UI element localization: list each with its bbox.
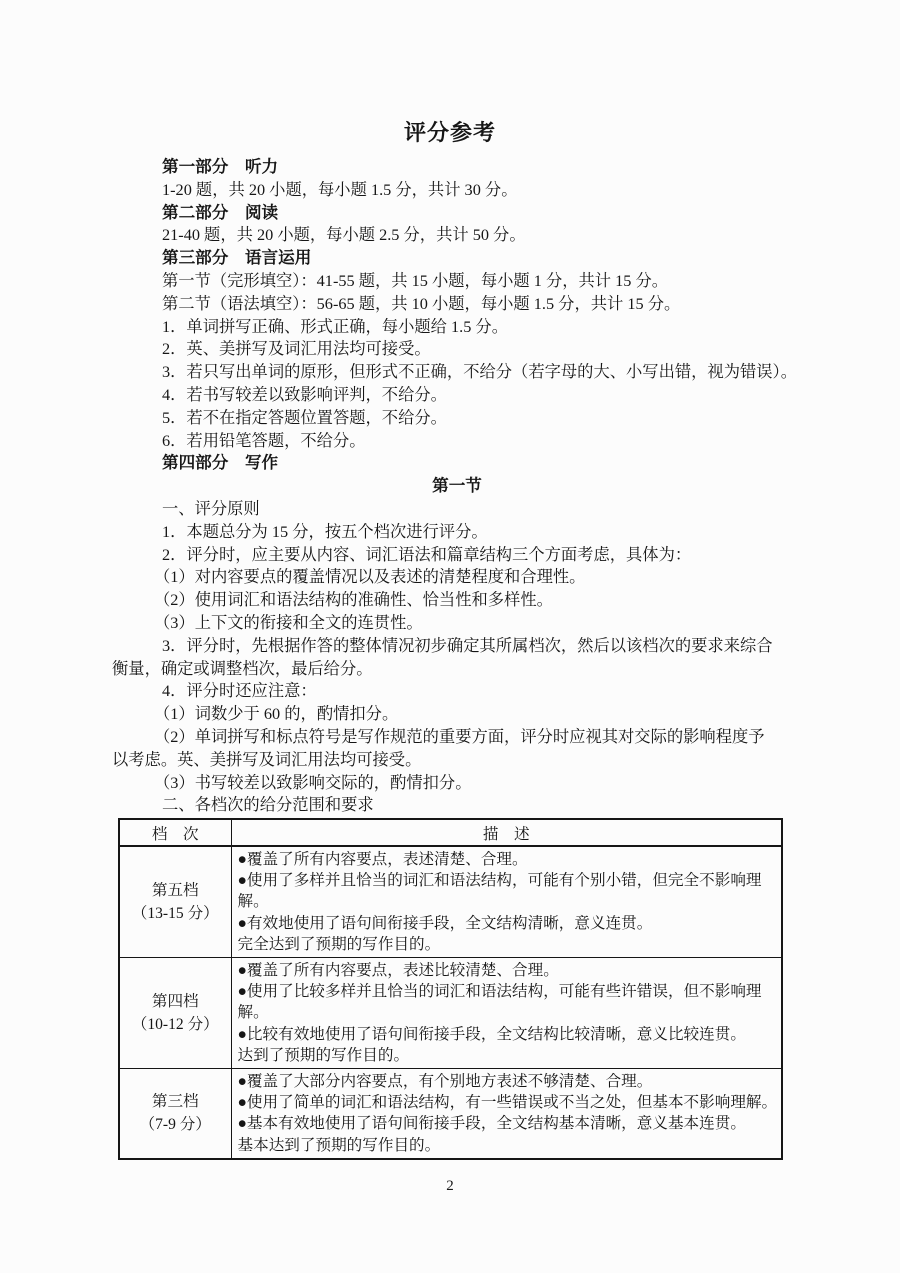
body-line: 二、各档次的给分范围和要求 bbox=[162, 795, 374, 815]
body-line: （1）词数少于 60 的，酌情扣分。 bbox=[154, 704, 399, 724]
page-title: 评分参考 bbox=[403, 120, 496, 145]
body-line: 2．评分时，应主要从内容、词汇语法和篇章结构三个方面考虑，具体为： bbox=[162, 544, 692, 564]
body-line: 4．评分时还应注意： bbox=[162, 681, 317, 701]
grade-range: （7-9 分） bbox=[139, 1116, 211, 1134]
body-line: （3）书写较差以致影响交际的，酌情扣分。 bbox=[154, 772, 472, 792]
grade-cell bbox=[119, 958, 231, 1069]
body-line: 第一节（完形填空）：41-55 题，共 15 小题，每小题 1 分，共计 15 分。 bbox=[162, 270, 669, 290]
grade-name: 第四档 bbox=[151, 993, 199, 1011]
desc-line: ●覆盖了所有内容要点，表述比较清楚、合理。 bbox=[237, 962, 559, 980]
body-line: 1．单词拼写正确、形式正确，每小题给 1.5 分。 bbox=[162, 316, 508, 336]
desc-line: ●使用了简单的词汇和语法结构，有一些错误或不当之处，但基本不影响理解。 bbox=[237, 1094, 778, 1112]
rubric-row-band4 bbox=[119, 958, 782, 1069]
grade-cell bbox=[119, 1069, 231, 1159]
body-line: 第二节（语法填空）：56-65 题，共 10 小题，每小题 1.5 分，共计 15 分。 bbox=[162, 293, 681, 313]
grade-name: 第三档 bbox=[151, 1093, 199, 1111]
desc-line: ●使用了比较多样并且恰当的词汇和语法结构，可能有些许错误，但不影响理 bbox=[237, 983, 762, 1001]
grade-name: 第五档 bbox=[151, 882, 199, 899]
desc-line: 基本达到了预期的写作目的。 bbox=[237, 1136, 441, 1154]
rubric-row-band3 bbox=[119, 1069, 782, 1159]
body-line: 以考虑。英、美拼写及词汇用法均可接受。 bbox=[112, 749, 422, 769]
body-line: 6．若用铅笔答题，不给分。 bbox=[162, 430, 366, 450]
body-line: 2．英、美拼写及词汇用法均可接受。 bbox=[162, 339, 431, 359]
desc-line: ●覆盖了大部分内容要点，有个别地方表述不够清楚、合理。 bbox=[237, 1073, 653, 1091]
desc-cell bbox=[231, 846, 782, 958]
grade-cell bbox=[119, 846, 231, 958]
desc-line: ●有效地使用了语句间衔接手段，全文结构清晰，意义连贯。 bbox=[237, 914, 653, 932]
desc-line: ●基本有效地使用了语句间衔接手段，全文结构基本清晰，意义基本连贯。 bbox=[237, 1115, 746, 1133]
desc-line: ●覆盖了所有内容要点，表述清楚、合理。 bbox=[237, 851, 528, 868]
body-line: 5．若不在指定答题位置答题，不给分。 bbox=[162, 407, 447, 427]
body-line: 一、评分原则 bbox=[162, 498, 260, 518]
desc-line: 解。 bbox=[237, 1004, 269, 1022]
body-line: 衡量，确定或调整档次，最后给分。 bbox=[112, 658, 373, 678]
desc-cell bbox=[231, 958, 782, 1069]
section-heading-part3: 第三部分 语言运用 bbox=[162, 248, 312, 268]
body-line: 1．本题总分为 15 分，按五个档次进行评分。 bbox=[162, 521, 488, 541]
body-line: （3）上下文的衔接和全文的连贯性。 bbox=[154, 612, 423, 632]
desc-line: 解。 bbox=[237, 893, 269, 911]
body-line: 3．评分时，先根据作答的整体情况初步确定其所属档次，然后以该档次的要求来综合 bbox=[162, 635, 773, 655]
rubric-header-desc: 描 述 bbox=[231, 819, 782, 846]
rubric-header-grade: 档 次 bbox=[119, 819, 231, 846]
grade-range: （13-15 分） bbox=[131, 905, 219, 922]
body-line: （1）对内容要点的覆盖情况以及表述的清楚程度和合理性。 bbox=[154, 567, 586, 587]
body-text bbox=[112, 156, 802, 817]
desc-line: 达到了预期的写作目的。 bbox=[237, 1046, 410, 1064]
grading-rubric-table bbox=[118, 818, 783, 1160]
body-line: 21-40 题，共 20 小题，每小题 2.5 分，共计 50 分。 bbox=[162, 225, 526, 245]
page-number: 2 bbox=[446, 1178, 454, 1194]
body-line: 4．若书写较差以致影响评判，不给分。 bbox=[162, 384, 447, 404]
body-line: （2）单词拼写和标点符号是写作规范的重要方面，评分时应视其对交际的影响程度予 bbox=[154, 726, 765, 746]
subsection-heading: 第一节 bbox=[432, 476, 482, 496]
rubric-header-row bbox=[119, 819, 782, 846]
rubric-row-band5 bbox=[119, 846, 782, 958]
body-line: 3．若只写出单词的原形，但形式不正确，不给分（若字母的大、小写出错，视为错误）。 bbox=[162, 362, 797, 382]
grade-range: （10-12 分） bbox=[131, 1016, 219, 1034]
section-heading-part1: 第一部分 听力 bbox=[162, 157, 279, 176]
desc-line: ●使用了多样并且恰当的词汇和语法结构，可能有个别小错，但完全不影响理 bbox=[237, 872, 762, 890]
section-heading-part4: 第四部分 写作 bbox=[162, 453, 279, 473]
desc-line: 完全达到了预期的写作目的。 bbox=[237, 935, 441, 953]
body-line: （2）使用词汇和语法结构的准确性、恰当性和多样性。 bbox=[154, 590, 553, 610]
body-line: 1-20 题，共 20 小题，每小题 1.5 分，共计 30 分。 bbox=[162, 179, 518, 199]
desc-line: ●比较有效地使用了语句间衔接手段，全文结构比较清晰，意义比较连贯。 bbox=[237, 1025, 746, 1043]
desc-cell bbox=[231, 1069, 782, 1159]
section-heading-part2: 第二部分 阅读 bbox=[162, 202, 279, 222]
